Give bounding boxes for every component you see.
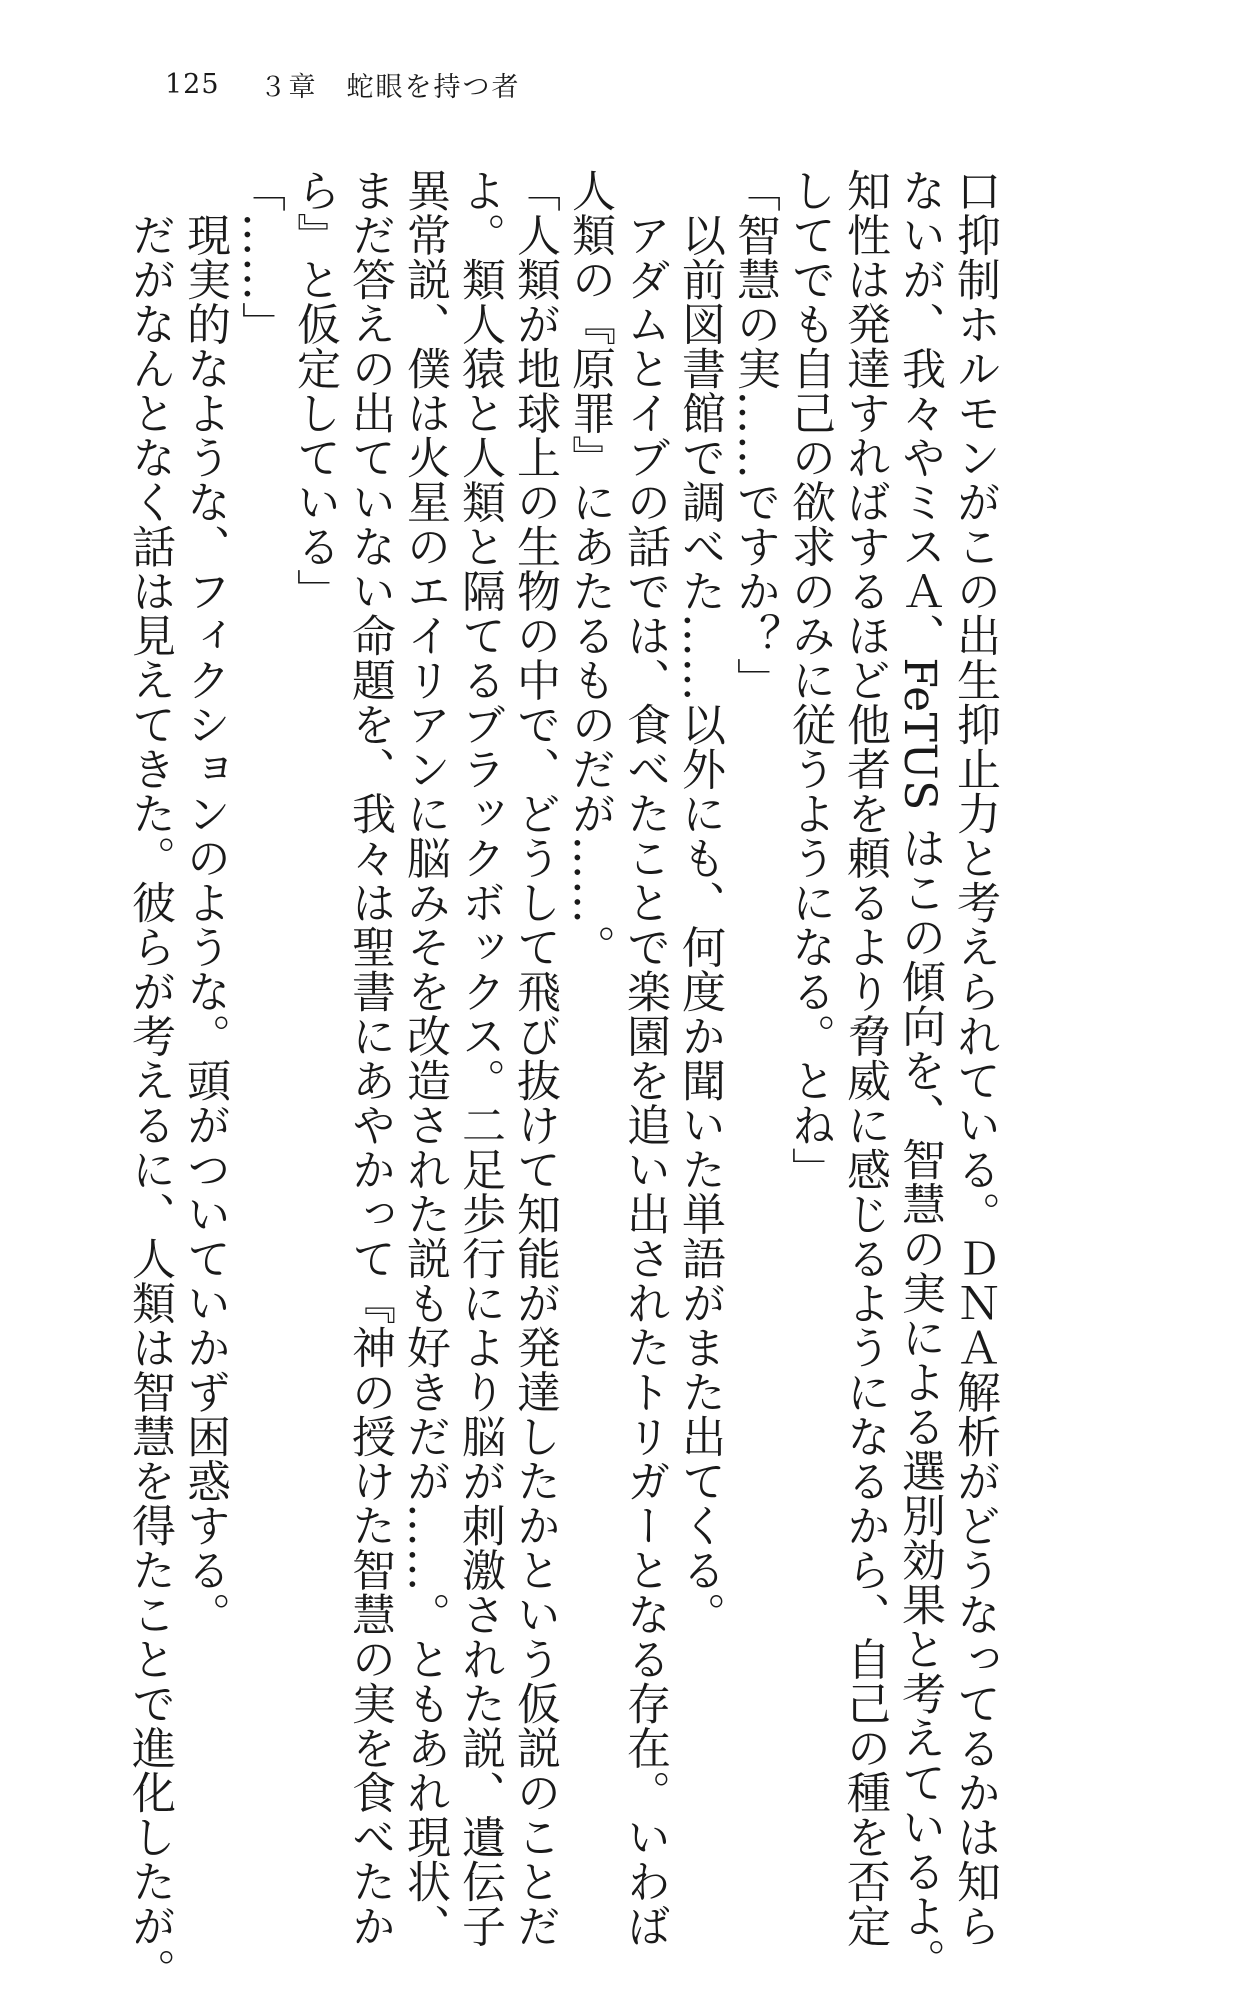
text-line: よ。類人猿と人類と隔てるブラックボックス。二足歩行により脳が刺激された説、遺伝子 [454,168,505,1948]
text-line: まだ答えの出ていない命題を、我々は聖書にあやかって『神の授けた智慧の実を食べたか [344,168,395,1948]
text-line: 「人類が地球上の生物の中で、どうして飛び抜けて知能が発達したかという仮説のことだ [509,168,560,1948]
text-line: 現実的なような、フィクションのような。頭がついていかず困惑する。 [179,168,230,1637]
text-line: だがなんとなく話は見えてきた。彼らが考えるに、人類は智慧を得たことで進化したが。 [124,168,175,1993]
text-line: してでも自己の欲求のみに従うようになる。とね」 [784,168,835,1192]
chapter-title: ３章 蛇眼を持つ者 [259,71,521,103]
body-text [122,168,1002,1993]
text-line: 以前図書館で調べた……以外にも、何度か聞いた単語がまた出てくる。 [674,168,725,1637]
text-line: 口抑制ホルモンがこの出生抑止力と考えられている。ＤＮＡ解析がどうなってるかは知ら [949,168,1000,1948]
text-line: 人類の『原罪』にあたるものだが……。 [564,168,615,969]
text-line: 知性は発達すればするほど他者を頼るより脅威に感じるようになるから、自己の種を否定 [839,168,890,1948]
text-line: ら』と仮定している」 [289,168,340,613]
running-header [165,62,521,106]
text-line: 「……」 [234,168,285,346]
text-line: アダムとイブの話では、食べたことで楽園を追い出されたトリガーとなる存在。いわば [619,168,670,1948]
text-line: 異常説、僕は火星のエイリアンに脳みそを改造された説も好きだが……。ともあれ現状、 [399,168,450,1948]
text-line: 「智慧の実……ですか？」 [729,168,780,702]
page-number: 125 [165,68,220,100]
text-line: ないが、我々やミスＡ、FeTUS はこの傾向を、智慧の実による選別効果と考えているよ。 [894,168,945,1983]
